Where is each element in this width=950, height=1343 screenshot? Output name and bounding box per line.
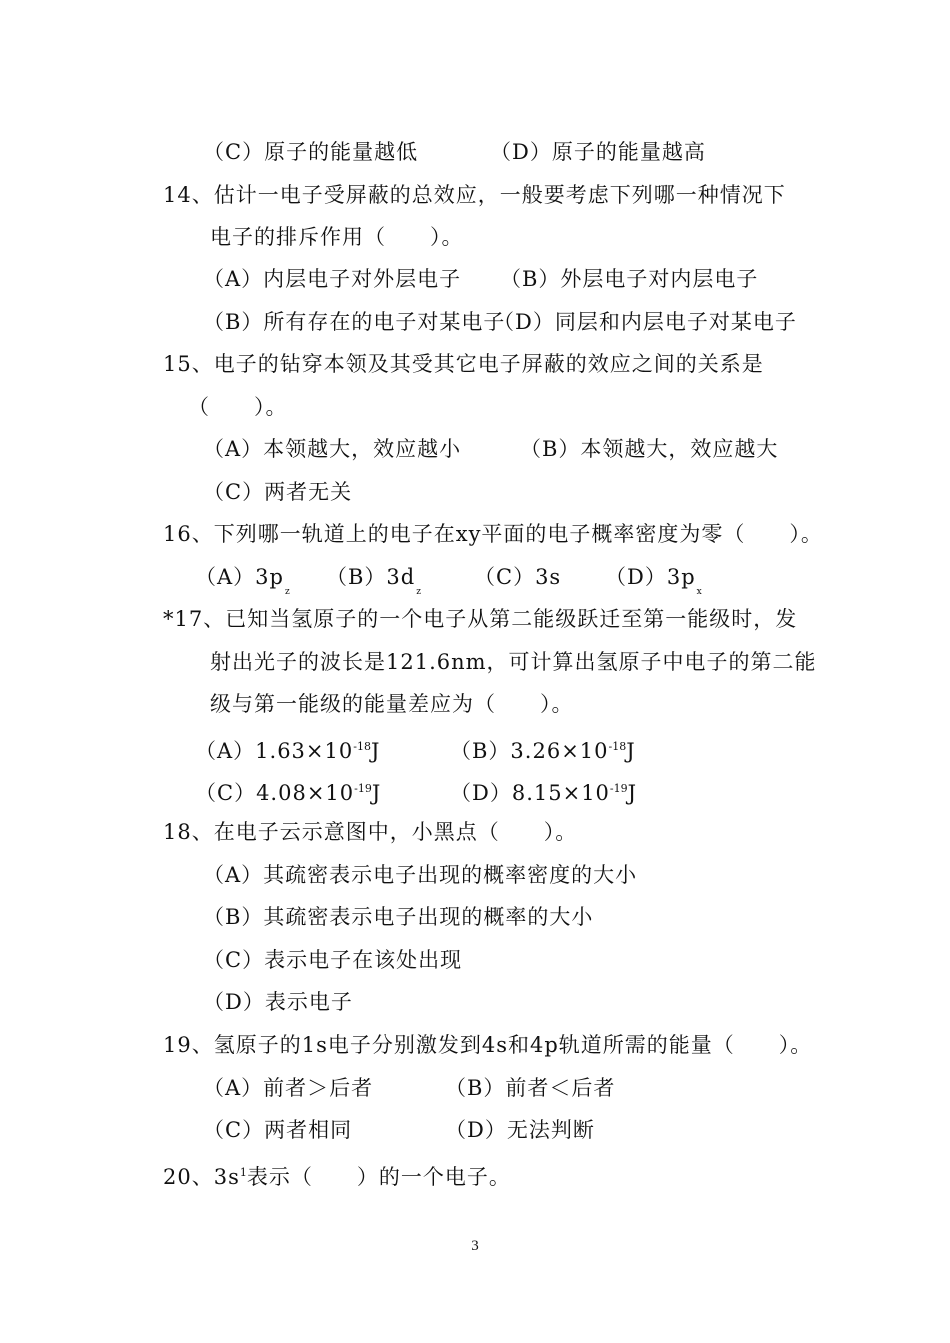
q16-option-c: （C）3s (474, 565, 562, 589)
q19-option-d: （D）无法判断 (445, 1118, 595, 1142)
q17-option-b-unit: J (626, 739, 636, 763)
q16-option-a-text: （A）3p (195, 565, 284, 589)
q19-option-b: （B）前者＜后者 (445, 1076, 616, 1100)
q19-option-c: （C）两者相同 (203, 1118, 353, 1142)
q16-option-a-subscript: z (284, 587, 290, 597)
q17-option-d-text: （D）8.15×10 (450, 781, 610, 805)
q15-stem-line-2: （ ）。 (188, 395, 288, 419)
q18-stem: 18、在电子云示意图中，小黑点（ ）。 (163, 820, 578, 844)
q17-option-d-unit: J (627, 781, 638, 805)
q14-stem-line-2: 电子的排斥作用（ ）。 (210, 225, 464, 249)
q17-option-c-text: （C）4.08×10 (195, 781, 355, 805)
q16-option-d-subscript: x (696, 587, 702, 597)
q16-option-b-text: （B）3d (326, 565, 416, 589)
q14-option-d: （D）同层和内层电子对某电子 (493, 310, 797, 334)
q17-option-a-exponent: -18 (353, 740, 371, 753)
q17-option-d-exponent: -19 (609, 782, 628, 795)
q17-option-d (450, 776, 637, 806)
q16-stem: 16、下列哪一轨道上的电子在xy平面的电子概率密度为零（ ）。 (163, 522, 823, 546)
q15-option-c: （C）两者无关 (203, 480, 353, 504)
q17-stem-line-1: *17、已知当氢原子的一个电子从第二能级跃迁至第一能级时，发 (163, 607, 798, 631)
q18-option-b: （B）其疏密表示电子出现的概率的大小 (203, 905, 594, 929)
q16-option-d-text: （D）3p (605, 565, 696, 589)
q17-option-a (195, 734, 380, 764)
q17-stem-line-3: 级与第一能级的能量差应为（ ）。 (210, 692, 574, 716)
q15-stem-line-1: 15、电子的钻穿本领及其受其它电子屏蔽的效应之间的关系是 (163, 352, 764, 376)
q20-stem-prefix: 20、3s (163, 1165, 240, 1189)
q17-option-c-exponent: -19 (354, 782, 372, 795)
q18-option-a: （A）其疏密表示电子出现的概率密度的大小 (203, 863, 638, 887)
q17-option-a-unit: J (370, 739, 381, 763)
q16-option-b (326, 564, 421, 605)
q19-option-a: （A）前者＞后者 (203, 1076, 374, 1100)
q17-option-b-text: （B）3.26×10 (450, 739, 609, 763)
q14-option-b: （B）外层电子对内层电子 (500, 267, 759, 291)
q13-option-c: （C）原子的能量越低 (203, 140, 419, 164)
q17-option-c-unit: J (371, 781, 382, 805)
q14-stem-line-1: 14、估计一电子受屏蔽的总效应，一般要考虑下列哪一种情况下 (163, 183, 786, 207)
q17-option-a-text: （A）1.63×10 (195, 739, 354, 763)
q14-option-b2: （B）所有存在的电子对某电子 (203, 310, 506, 334)
q17-option-b (450, 734, 636, 764)
q15-option-b: （B）本领越大，效应越大 (520, 437, 779, 461)
q18-option-c: （C）表示电子在该处出现 (203, 948, 463, 972)
q19-stem: 19、氢原子的1s电子分别激发到4s和4p轨道所需的能量（ ）。 (163, 1033, 813, 1057)
q17-stem-line-2: 射出光子的波长是121.6nm，可计算出氢原子中电子的第二能 (210, 650, 817, 674)
q17-option-b-exponent: -18 (608, 740, 627, 753)
q17-option-c (195, 776, 381, 806)
q13-option-d: （D）原子的能量越高 (490, 140, 706, 164)
q15-option-a: （A）本领越大，效应越小 (203, 437, 462, 461)
q16-option-b-subscript: z (416, 587, 421, 597)
q20-stem-suffix: 表示（ ）的一个电子。 (246, 1165, 511, 1189)
page-number: 3 (471, 1238, 479, 1254)
q14-option-a: （A）内层电子对外层电子 (203, 267, 462, 291)
q18-option-d: （D）表示电子 (203, 990, 353, 1014)
q16-option-d (605, 564, 702, 605)
q16-option-a (195, 564, 290, 605)
q20-stem-exponent: 1 (239, 1166, 247, 1179)
q20-stem (163, 1160, 511, 1190)
